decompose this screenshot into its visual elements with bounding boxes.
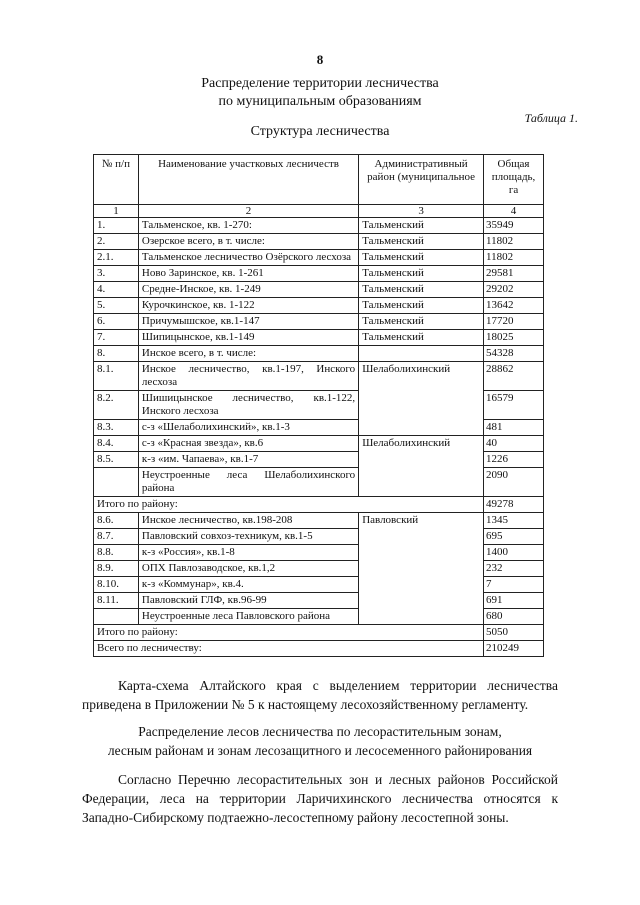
- header-district: Административный район (муниципальное: [359, 155, 484, 205]
- area-value: 210249: [484, 641, 544, 657]
- table-row: [94, 250, 544, 266]
- district-name: Тальменский: [359, 266, 484, 282]
- total-label: Итого по району:: [94, 497, 484, 513]
- forestry-name: Тальменское, кв. 1-270:: [138, 218, 358, 234]
- area-value: 18025: [484, 330, 544, 346]
- area-value: 40: [484, 436, 544, 452]
- district-name: Тальменский: [359, 330, 484, 346]
- area-value: 29202: [484, 282, 544, 298]
- row-number: 8.5.: [94, 452, 139, 468]
- row-number: 8.7.: [94, 529, 139, 545]
- district-name: Павловский: [359, 513, 484, 625]
- header-number: № п/п: [94, 155, 139, 205]
- row-number: 8.1.: [94, 362, 139, 391]
- area-value: 232: [484, 561, 544, 577]
- forestry-name: ОПХ Павлозаводское, кв.1,2: [138, 561, 358, 577]
- area-value: 17720: [484, 314, 544, 330]
- column-number-row: [94, 205, 544, 218]
- distribution-heading: [70, 722, 570, 760]
- table-total-row: [94, 497, 544, 513]
- district-name: [359, 346, 484, 362]
- forestry-name: с-з «Шелаболихинский», кв.1-3: [138, 420, 358, 436]
- area-value: 1400: [484, 545, 544, 561]
- forestry-name: к-з «Россия», кв.1-8: [138, 545, 358, 561]
- table-title: Структура лесничества: [250, 124, 390, 139]
- row-number: 8.6.: [94, 513, 139, 529]
- table-row: [94, 362, 544, 391]
- table-label: Таблица 1.: [524, 111, 578, 125]
- row-number: 6.: [94, 314, 139, 330]
- forestry-name: к-з «Коммунар», кв.4.: [138, 577, 358, 593]
- forestry-structure-table: [93, 154, 544, 657]
- area-value: 11802: [484, 234, 544, 250]
- total-label: Итого по району:: [94, 625, 484, 641]
- distribution-heading-line2: лесным районам и зонам лесозащитного и лесосеменного районирования: [107, 743, 533, 758]
- area-value: 1226: [484, 452, 544, 468]
- column-number: 4: [484, 205, 544, 218]
- district-name: Тальменский: [359, 298, 484, 314]
- area-value: 5050: [484, 625, 544, 641]
- area-value: 7: [484, 577, 544, 593]
- column-number: 1: [94, 205, 139, 218]
- district-name: Тальменский: [359, 250, 484, 266]
- area-value: 2090: [484, 468, 544, 497]
- area-value: 1345: [484, 513, 544, 529]
- row-number: 1.: [94, 218, 139, 234]
- row-number: 5.: [94, 298, 139, 314]
- forestry-name: Инское всего, в т. числе:: [138, 346, 358, 362]
- forestry-name: Шишицынское лесничество, кв.1-122, Инского лесхоза: [138, 391, 358, 420]
- area-value: 680: [484, 609, 544, 625]
- row-number: 7.: [94, 330, 139, 346]
- forestry-name: Озерское всего, в т. числе:: [138, 234, 358, 250]
- section-title-line2: по муниципальным образованиям: [218, 94, 422, 109]
- row-number: 3.: [94, 266, 139, 282]
- forestry-name: с-з «Красная звезда», кв.6: [138, 436, 358, 452]
- district-name: Тальменский: [359, 234, 484, 250]
- table-total-row: [94, 625, 544, 641]
- page-number: 8: [316, 52, 324, 67]
- forestry-name: Курочкинское, кв. 1-122: [138, 298, 358, 314]
- column-number: 2: [138, 205, 358, 218]
- row-number: 8.9.: [94, 561, 139, 577]
- forestry-name: Инское лесничество, кв.1-197, Инского лесхоза: [138, 362, 358, 391]
- row-number: 8.10.: [94, 577, 139, 593]
- forestry-name: Тальменское лесничество Озёрского лесхоза: [138, 250, 358, 266]
- header-name: Наименование участковых лесничеств: [138, 155, 358, 205]
- table-body: [94, 218, 544, 657]
- table-header-row: [94, 155, 544, 205]
- area-value: 16579: [484, 391, 544, 420]
- forestry-name: Средне-Инское, кв. 1-249: [138, 282, 358, 298]
- table-row: [94, 218, 544, 234]
- district-name: Шелаболихинский: [359, 362, 484, 436]
- zone-paragraph-text: Согласно Перечню лесорастительных зон и лесных районов Российской Федерации, леса на территории Ларичихинского лесничества относятся к Западно-Сибирскому подтаежно-лесостепному району лесостепной зоны.: [82, 772, 558, 825]
- map-paragraph-text: Карта-схема Алтайского края с выделением территории лесничества приведена в Приложении № 5 к настоящему лесохозяйственному регламенту.: [82, 678, 558, 712]
- row-number: 8.11.: [94, 593, 139, 609]
- area-value: 28862: [484, 362, 544, 391]
- district-name: Тальменский: [359, 314, 484, 330]
- zone-paragraph: [82, 770, 558, 827]
- district-name: Тальменский: [359, 282, 484, 298]
- table-row: [94, 513, 544, 529]
- table-row: [94, 234, 544, 250]
- forestry-name: Павловский ГЛФ, кв.96-99: [138, 593, 358, 609]
- row-number: 2.: [94, 234, 139, 250]
- map-paragraph: [82, 676, 558, 714]
- table-row: [94, 266, 544, 282]
- area-value: 49278: [484, 497, 544, 513]
- row-number: [94, 468, 139, 497]
- table-row: [94, 282, 544, 298]
- forestry-name: к-з «им. Чапаева», кв.1-7: [138, 452, 358, 468]
- header-area: Общая площадь, га: [484, 155, 544, 205]
- area-value: 691: [484, 593, 544, 609]
- forestry-name: Причумышское, кв.1-147: [138, 314, 358, 330]
- area-value: 695: [484, 529, 544, 545]
- table-row: [94, 436, 544, 452]
- table-row: [94, 346, 544, 362]
- area-value: 54328: [484, 346, 544, 362]
- forestry-name: Неустроенные леса Шелаболихинского района: [138, 468, 358, 497]
- row-number: 4.: [94, 282, 139, 298]
- area-value: 35949: [484, 218, 544, 234]
- forestry-name: Ново Заринское, кв. 1-261: [138, 266, 358, 282]
- distribution-heading-line1: Распределение лесов лесничества по лесорастительным зонам,: [138, 724, 502, 739]
- table-row: [94, 298, 544, 314]
- table-total-row: [94, 641, 544, 657]
- forestry-name: Инское лесничество, кв.198-208: [138, 513, 358, 529]
- table-row: [94, 314, 544, 330]
- section-title-line1: Распределение территории лесничества: [201, 76, 439, 91]
- row-number: [94, 609, 139, 625]
- row-number: 8.: [94, 346, 139, 362]
- district-name: Тальменский: [359, 218, 484, 234]
- table-row: [94, 330, 544, 346]
- row-number: 2.1.: [94, 250, 139, 266]
- area-value: 11802: [484, 250, 544, 266]
- district-name: Шелаболихинский: [359, 436, 484, 497]
- column-number: 3: [359, 205, 484, 218]
- row-number: 8.4.: [94, 436, 139, 452]
- area-value: 13642: [484, 298, 544, 314]
- row-number: 8.2.: [94, 391, 139, 420]
- forestry-name: Неустроенные леса Павловского района: [138, 609, 358, 625]
- row-number: 8.3.: [94, 420, 139, 436]
- area-value: 481: [484, 420, 544, 436]
- row-number: 8.8.: [94, 545, 139, 561]
- area-value: 29581: [484, 266, 544, 282]
- total-label: Всего по лесничеству:: [94, 641, 484, 657]
- forestry-name: Павловский совхоз-техникум, кв.1-5: [138, 529, 358, 545]
- forestry-name: Шипицынское, кв.1-149: [138, 330, 358, 346]
